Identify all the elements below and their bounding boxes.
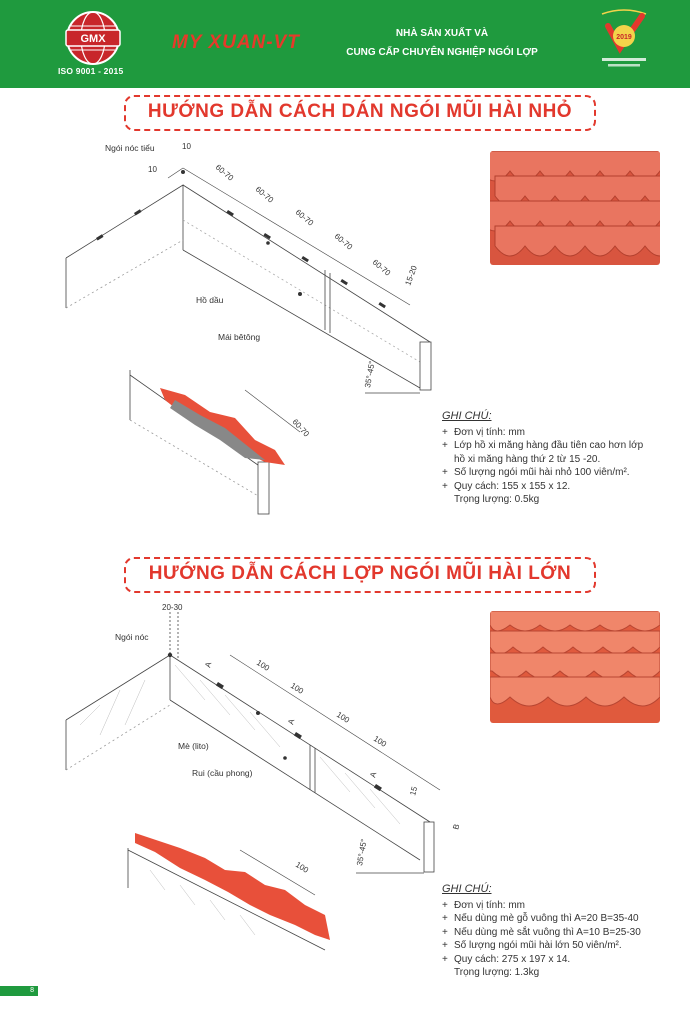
dim-label: 60-70 bbox=[253, 184, 276, 205]
dim-label: 100 bbox=[254, 658, 272, 673]
rafter-label: Rui (cầu phong) bbox=[192, 768, 253, 778]
notes-heading: GHI CHÚ: bbox=[442, 883, 492, 895]
note-item: + Nếu dùng mè sắt vuông thì A=10 B=25-30 bbox=[442, 926, 672, 940]
dim-label: 100 bbox=[334, 710, 352, 725]
dim-label: B bbox=[451, 823, 462, 831]
dim-label: 60-70 bbox=[370, 257, 393, 278]
dim-label: 60-70 bbox=[293, 207, 316, 228]
dim-label: 35°-45° bbox=[355, 838, 369, 867]
dim-label: 10 bbox=[148, 165, 157, 174]
note-item: + Quy cách: 275 x 197 x 14. bbox=[442, 953, 672, 967]
note-item: + Lớp hồ xi măng hàng đầu tiên cao hơn lớp bbox=[442, 439, 672, 453]
notes-heading: GHI CHÚ: bbox=[442, 410, 492, 422]
dim-label: 35°-45° bbox=[363, 360, 377, 389]
note-item: + Đơn vị tính: mm bbox=[442, 899, 672, 913]
dim-label: A bbox=[368, 771, 379, 779]
tagline-line-1: NHÀ SẢN XUẤT VÀ bbox=[395, 28, 489, 39]
dim-label: 60-70 bbox=[290, 417, 311, 439]
dim-label: 20-30 bbox=[162, 603, 183, 612]
iso-certification: ISO 9001 - 2015 bbox=[58, 66, 124, 76]
dim-label: A bbox=[286, 718, 297, 726]
note-item: + Quy cách: 155 x 155 x 12. bbox=[442, 480, 672, 494]
note-weight: Trọng lượng: 0.5kg bbox=[454, 494, 540, 505]
dim-label: 60-70 bbox=[213, 162, 236, 183]
dim-label: 100 bbox=[288, 681, 306, 696]
section2-notes bbox=[442, 883, 672, 980]
large-tile-photo bbox=[490, 611, 660, 723]
note-item: + Số lượng ngói mũi hài nhỏ 100 viên/m². bbox=[442, 466, 672, 480]
dim-label: A bbox=[203, 661, 214, 669]
dim-label: 15-20 bbox=[403, 264, 419, 287]
note-item: + Nếu dùng mè gỗ vuông thì A=20 B=35-40 bbox=[442, 912, 672, 926]
dim-label: 10 bbox=[182, 142, 191, 151]
note-item: + Đơn vị tính: mm bbox=[442, 426, 672, 440]
section2-title: HƯỚNG DẪN CÁCH LỢP NGÓI MŨI HÀI LỚN bbox=[124, 557, 596, 593]
section1-title: HƯỚNG DẪN CÁCH DÁN NGÓI MŨI HÀI NHỎ bbox=[124, 95, 596, 131]
dim-label: 15 bbox=[408, 785, 420, 797]
dim-label: 100 bbox=[371, 734, 389, 749]
concrete-slab-label: Mái bêtông bbox=[218, 332, 261, 342]
batten-label: Mè (lito) bbox=[178, 741, 209, 751]
dim-label: 100 bbox=[293, 860, 311, 875]
badge-year: 2019 bbox=[616, 34, 632, 41]
note-weight: Trọng lượng: 1.3kg bbox=[454, 967, 540, 978]
brand-name: MY XUAN-VT bbox=[172, 32, 300, 53]
dim-label: 60-70 bbox=[332, 231, 355, 252]
mortar-label: Hồ dầu bbox=[196, 295, 224, 305]
tagline-line-2: CUNG CẤP CHUYÊN NGHIỆP NGÓI LỢP bbox=[346, 47, 538, 58]
logo-text: GMX bbox=[80, 33, 106, 45]
note-item: + Số lượng ngói mũi hài lớn 50 viên/m². bbox=[442, 939, 672, 953]
note-item-continued: hồ xi măng hàng thứ 2 từ 15 -20. bbox=[454, 453, 601, 465]
page-number: 8 bbox=[0, 986, 38, 996]
ridge-tile-label: Ngói nóc tiểu bbox=[105, 143, 155, 153]
ridge-tile-label: Ngói nóc bbox=[115, 632, 149, 642]
